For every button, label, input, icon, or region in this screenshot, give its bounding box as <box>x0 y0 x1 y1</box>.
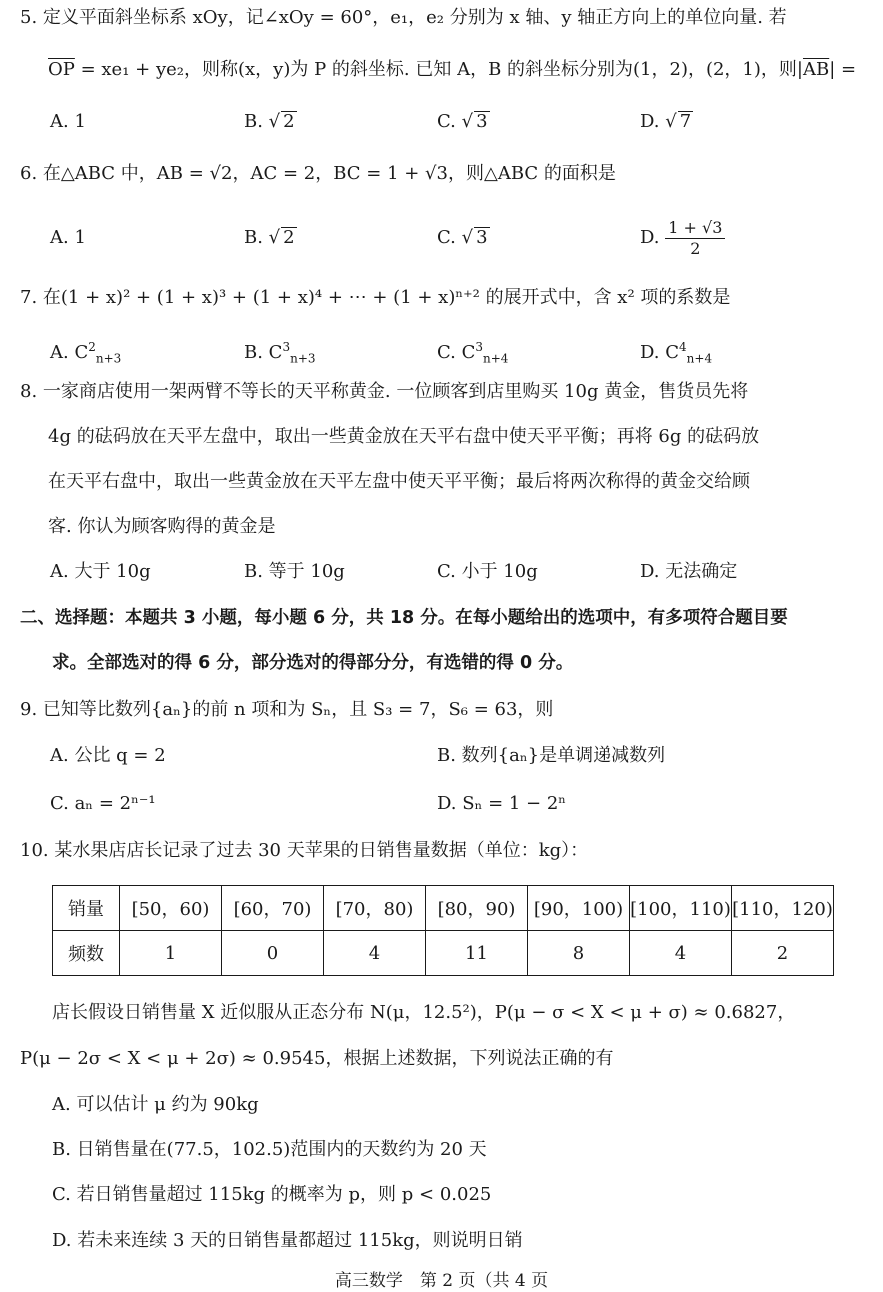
table-cell: 0 <box>222 931 324 976</box>
q8-stem-line3: 在天平右盘中，取出一些黄金放在天平左盘中使天平平衡；最后将两次称得的黄金交给顾 <box>48 471 750 492</box>
q7-option-b: B. $C^3_{n+3}$ <box>244 340 316 366</box>
q8-option-c: C. 小于 10g <box>437 561 538 582</box>
frequency-table <box>52 885 834 976</box>
q10-stem: 10. 某水果店店长记录了过去 30 天苹果的日销售量数据（单位：kg）： <box>20 840 589 861</box>
q10-option-b: B. 日销售量在(77.5，102.5)范围内的天数约为 20 天 <box>52 1139 487 1160</box>
table-header-cell: 频数 <box>53 931 120 976</box>
table-cell: 8 <box>528 931 630 976</box>
q5-stem-line2-end: | = <box>829 59 857 80</box>
table-cell: 1 <box>120 931 222 976</box>
q5-stem-line2 <box>48 57 856 83</box>
table-cell: 11 <box>426 931 528 976</box>
q5-stem-line2-text: = xe₁ + ye₂，则称(x，y)为 P 的斜坐标. 已知 A，B 的斜坐标分别为(1，2)，(2，1)，则| <box>74 59 803 80</box>
q5-option-a: A. 1 <box>50 111 86 132</box>
table-cell: 4 <box>324 931 426 976</box>
q9-option-b: B. 数列{aₙ}是单调递减数列 <box>437 745 666 766</box>
q7-stem: 7. 在(1 + x)² + (1 + x)³ + (1 + x)⁴ + ⋯ + (1 + x)ⁿ⁺² 的展开式中，含 x² 项的系数是 <box>20 287 731 308</box>
table-cell: 4 <box>630 931 732 976</box>
q10-option-a: A. 可以估计 μ 约为 90kg <box>52 1094 259 1115</box>
q10-paragraph-line2: P(μ − 2σ < X < μ + 2σ) ≈ 0.9545，根据上述数据，下列说法正确的有 <box>20 1048 614 1069</box>
q8-stem-line2: 4g 的砝码放在天平左盘中，取出一些黄金放在天平右盘中使天平平衡；再将 6g 的砝码放 <box>48 426 760 447</box>
q10-option-c: C. 若日销售量超过 115kg 的概率为 p，则 p < 0.025 <box>52 1184 492 1205</box>
vector-ab: $\overline{AB}$ <box>802 59 830 80</box>
q5-stem-line1: 5. 定义平面斜坐标系 xOy，记∠xOy = 60°，e₁，e₂ 分别为 x 轴、y 轴正方向上的单位向量. 若 <box>20 7 787 28</box>
q10-option-d: D. 若未来连续 3 天的日销售量都超过 115kg，则说明日销 <box>52 1230 523 1251</box>
table-cell: [110，120) <box>732 886 834 931</box>
q8-stem-line1: 8. 一家商店使用一架两臂不等长的天平称黄金. 一位顾客到店里购买 10g 黄金，售货员先将 <box>20 381 749 402</box>
q9-stem: 9. 已知等比数列{aₙ}的前 n 项和为 Sₙ，且 S₃ = 7，S₆ = 63，则 <box>20 699 554 720</box>
page-footer: 高三数学 第 2 页（共 4 页 <box>334 1271 549 1291</box>
table-cell: [100，110) <box>630 886 732 931</box>
q9-option-d: D. Sₙ = 1 − 2ⁿ <box>437 793 567 814</box>
q5-option-c: C. √ 3 <box>437 111 488 132</box>
table-cell: 2 <box>732 931 834 976</box>
q8-option-a: A. 大于 10g <box>50 561 151 582</box>
fraction: $\frac{1 + √3}{2}$ <box>665 218 725 259</box>
table-row <box>53 931 834 976</box>
q8-option-d: D. 无法确定 <box>640 561 738 582</box>
q6-option-a: A. 1 <box>50 227 86 248</box>
q8-option-b: B. 等于 10g <box>244 561 345 582</box>
q9-option-a: A. 公比 q = 2 <box>50 745 166 766</box>
q9-option-c: C. aₙ = 2ⁿ⁻¹ <box>50 793 156 814</box>
table-row <box>53 886 834 931</box>
q8-stem-line4: 客. 你认为顾客购得的黄金是 <box>48 516 276 537</box>
section-2-heading-line2: 求。全部选对的得 6 分，部分选对的得部分分，有选错的得 0 分。 <box>52 653 574 673</box>
q7-option-c: C. $C^3_{n+4}$ <box>437 340 509 366</box>
q6-stem: 6. 在△ABC 中，AB = √2，AC = 2，BC = 1 + √3，则△ABC 的面积是 <box>20 163 616 184</box>
q6-option-c: C. √ 3 <box>437 227 488 248</box>
q5-option-b: B. √ 2 <box>244 111 295 132</box>
table-cell: [50，60) <box>120 886 222 931</box>
q5-option-d: D. √ 7 <box>640 111 692 132</box>
table-cell: [60，70) <box>222 886 324 931</box>
q7-option-d: D. $C^4_{n+4}$ <box>640 340 713 366</box>
table-header-cell: 销量 <box>53 886 120 931</box>
table-cell: [70，80) <box>324 886 426 931</box>
table-cell: [90，100) <box>528 886 630 931</box>
q6-option-d: D. $\frac{1 + √3}{2}$ <box>640 214 725 262</box>
q10-paragraph-line1: 店长假设日销售量 X 近似服从正态分布 N(μ，12.5²)，P(μ − σ < X < μ + σ) ≈ 0.6827， <box>52 1002 796 1023</box>
q7-option-a: A. $C^2_{n+3}$ <box>50 340 122 366</box>
section-2-heading: 二、选择题：本题共 3 小题，每小题 6 分，共 18 分。在每小题给出的选项中，有多项符合题目要 <box>20 608 788 628</box>
table-cell: [80，90) <box>426 886 528 931</box>
q6-option-b: B. √ 2 <box>244 227 295 248</box>
vector-op: $\overline{OP}$ <box>48 59 75 80</box>
